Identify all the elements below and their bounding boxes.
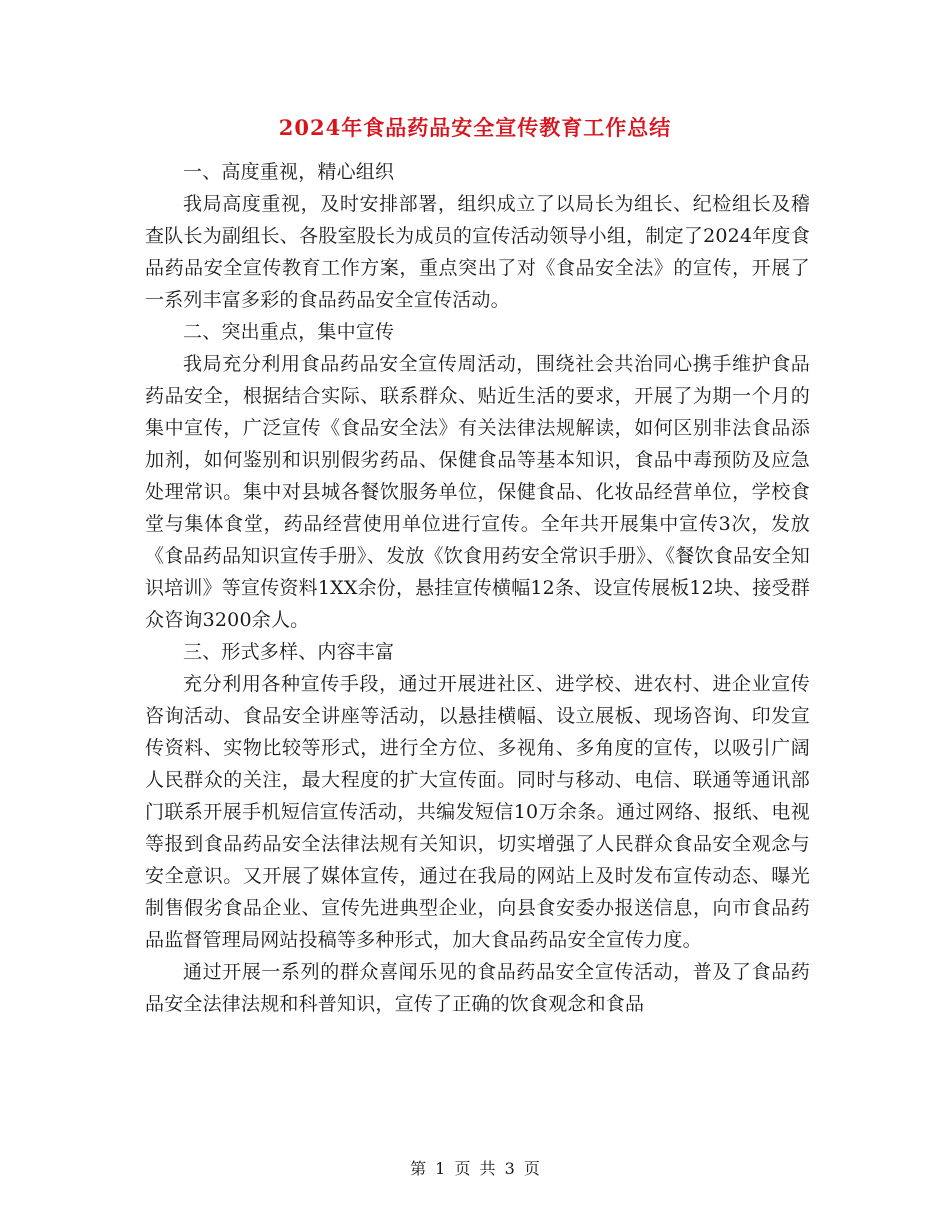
- section-heading-3: 三、形式多样、内容丰富: [183, 641, 395, 663]
- body-paragraph-3: 充分利用各种宣传手段，通过开展进社区、进学校、进农村、进企业宣传咨询活动、食品安全讲座等活动，以悬挂横幅、设立展板、现场咨询、印发宣传资料、实物比较等形式，进行全方位、多视角、多角度的宣传，以吸引广阔人民群众的关注，最大程度的扩大宣传面。同时与移动、电信、联通等通讯部门联系开展手机短信宣传活动，共编发短信10万余条。通过网络、报纸、电视等报到食品药品安全法律法规有关知识，切实增强了人民群众食品安全观念与安全意识。又开展了媒体宣传，通过在我局的网站上及时发布宣传动态、曝光制售假劣食品企业、宣传先进典型企业，向县食安委办报送信息，向市食品药品监督管理局网站投稿等多种形式，加大食品药品安全宣传力度。: [145, 673, 810, 951]
- section-heading-2: 二、突出重点，集中宣传: [183, 321, 395, 343]
- body-paragraph-4: 通过开展一系列的群众喜闻乐见的食品药品安全宣传活动，普及了食品药品安全法律法规和科普知识，宣传了正确的饮食观念和食品: [145, 961, 810, 1015]
- page-footer: 第 1 页 共 3 页: [410, 1159, 540, 1178]
- document-title: 2024年食品药品安全宣传教育工作总结: [278, 115, 672, 140]
- document-body: [145, 156, 810, 1020]
- body-paragraph-1: 我局高度重视，及时安排部署，组织成立了以局长为组长、纪检组长及稽查队长为副组长、各股室股长为成员的宣传活动领导小组，制定了2024年度食品药品安全宣传教育工作方案，重点突出了对《食品安全法》的宣传，开展了一系列丰富多彩的食品药品安全宣传活动。: [145, 193, 810, 311]
- section-heading-1: 一、高度重视，精心组织: [183, 161, 395, 183]
- body-paragraph-2: 我局充分利用食品药品安全宣传周活动，围绕社会共治同心携手维护食品药品安全，根据结合实际、联系群众、贴近生活的要求，开展了为期一个月的集中宣传，广泛宣传《食品安全法》有关法律法规解读，如何区别非法食品添加剂，如何鉴别和识别假劣药品、保健食品等基本知识，食品中毒预防及应急处理常识。集中对县城各餐饮服务单位，保健食品、化妆品经营单位，学校食堂与集体食堂，药品经营使用单位进行宣传。全年共开展集中宣传3次，发放《食品药品知识宣传手册》、发放《饮食用药安全常识手册》、《餐饮食品安全知识培训》等宣传资料1XX余份，悬挂宣传横幅12条、设宣传展板12块、接受群众咨询3200余人。: [145, 353, 810, 631]
